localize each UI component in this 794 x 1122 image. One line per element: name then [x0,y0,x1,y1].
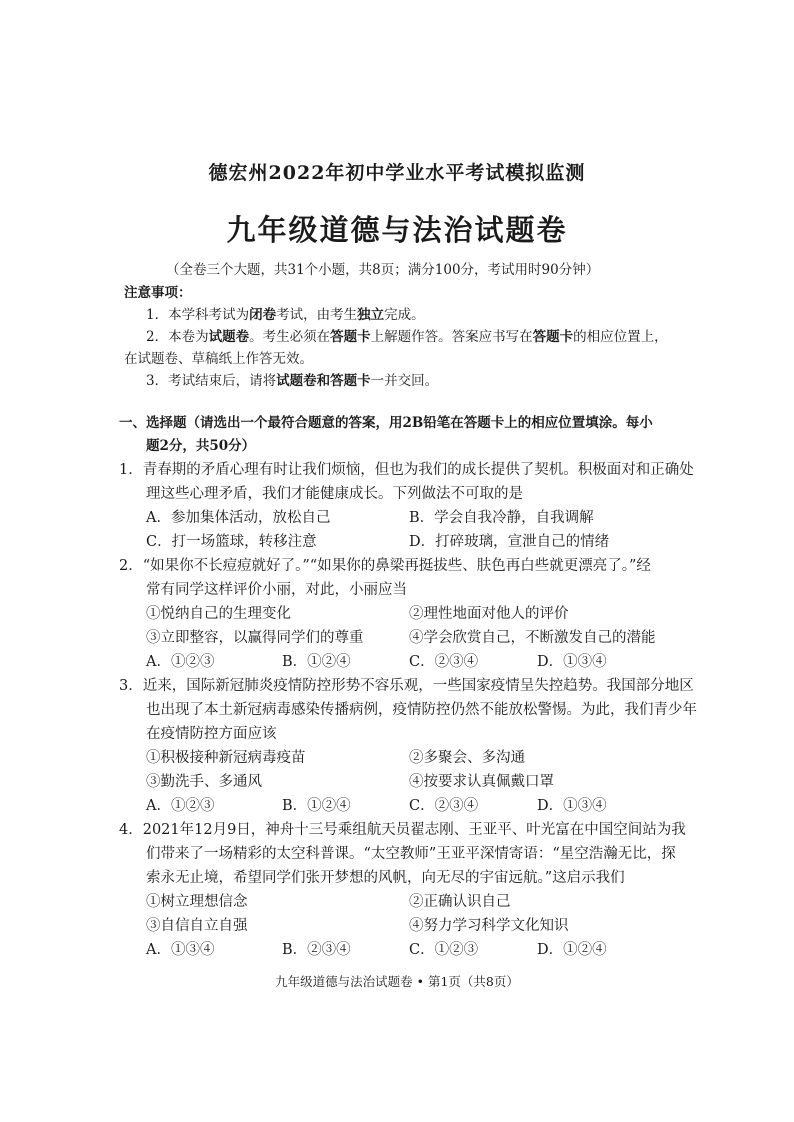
note-3-emph: 试题卷和答题卡 [276,373,371,389]
note-1-emph-independent: 独立 [357,307,385,323]
question-2-option-a: A．①②③ [146,654,215,670]
exam-info: （全卷三个大题，共31个小题，共8页；满分100分，考试用时90分钟） [166,262,600,278]
question-1-line-1: 1．青春期的矛盾心理有时让我们烦恼，但也为我们的成长提供了契机。积极面对和正确处 [119,462,694,478]
notes-heading: 注意事项： [124,285,192,301]
question-2-option-c: C．②③④ [409,654,479,670]
note-1 [146,303,425,323]
question-4-line-2: 们带来了一场精彩的太空科普课。“太空教师”王亚平深情寄语：“星空浩瀚无比，探 [146,846,676,862]
question-3-option-c: C．②③④ [409,798,479,814]
note-3-text-c: 一并交回。 [370,373,439,389]
question-4-statement-2: ②正确认识自己 [409,894,511,910]
note-3 [146,369,438,389]
note-2-text-c: 。考生必须在 [249,329,331,345]
section-1-heading-cont: 题2分，共50分） [146,438,256,454]
note-1-emph-closed: 闭卷 [249,307,277,323]
note-2-text-g: 的相应位置上， [573,329,668,345]
question-2-statement-3: ③立即整容，以赢得同学们的尊重 [146,630,364,646]
question-4-line-3: 索永无止境，希望同学们张开梦想的风帆，向无尽的宇宙远航。”这启示我们 [146,870,625,886]
question-2-line-2: 常有同学这样评价小丽，对此，小丽应当 [146,582,407,598]
note-2-cont: 在试题卷、草稿纸上作答无效。 [124,351,313,367]
question-3-line-1: 3．近来，国际新冠肺炎疫情防控形势不容乐观，一些国家疫情呈失控趋势。我国部分地区 [119,678,694,694]
question-4-option-a: A．①③④ [146,942,215,958]
question-1-option-a: A．参加集体活动，放松自己 [146,510,331,526]
note-2-text-a: 2．本卷为 [146,329,209,345]
exam-main-title: 德宏州2022年初中学业水平考试模拟监测 [208,162,586,184]
note-1-text-a: 1．本学科考试为 [146,307,250,323]
question-1-option-b: B．学会自我冷静，自我调解 [409,510,594,526]
note-1-text-c: 考试，由考生 [276,307,358,323]
question-2-line-1: 2．“如果你不长痘痘就好了。”“如果你的鼻梁再挺拔些、肤色再白些就更漂亮了。”经 [119,558,651,574]
question-2-option-d: D．①③④ [537,654,607,670]
note-2-text-e: 上解题作答。答案应书写在 [370,329,533,345]
note-2-emph-card2: 答题卡 [532,329,574,345]
question-4-statement-1: ①树立理想信念 [146,894,248,910]
question-3-option-b: B．①②④ [282,798,351,814]
question-4-option-b: B．②③④ [282,942,351,958]
question-4-statement-3: ③自信自立自强 [146,918,248,934]
question-2-option-b: B．①②④ [282,654,351,670]
question-2-statement-2: ②理性地面对他人的评价 [409,606,569,622]
exam-paper-title: 九年级道德与法治试题卷 [226,213,568,247]
question-4-option-d: D．①②④ [537,942,607,958]
question-3-statement-2: ②多聚会、多沟通 [409,750,525,766]
question-2-statement-1: ①悦纳自己的生理变化 [146,606,291,622]
question-4-option-c: C．①②③ [409,942,479,958]
note-2-emph-paper: 试题卷 [208,329,250,345]
question-2-statement-4: ④学会欣赏自己，不断激发自己的潜能 [409,630,656,646]
question-3-line-2: 也出现了本土新冠病毒感染传播病例，疫情防控仍然不能放松警惕。为此，我们青少年 [146,702,697,718]
page-footer: 九年级道德与法治试题卷 • 第1页（共8页） [275,974,519,989]
note-3-text-a: 3．考试结束后，请将 [146,373,277,389]
question-4-line-1: 4．2021年12月9日，神舟十三号乘组航天员翟志刚、王亚平、叶光富在中国空间站为我 [119,822,686,838]
question-3-statement-4: ④按要求认真佩戴口罩 [409,774,554,790]
question-3-option-a: A．①②③ [146,798,215,814]
question-3-line-3: 在疫情防控方面应该 [146,726,277,742]
question-3-statement-3: ③勤洗手、多通风 [146,774,262,790]
question-4-statement-4: ④努力学习科学文化知识 [409,918,569,934]
question-3-option-d: D．①③④ [537,798,607,814]
note-2 [146,325,668,345]
note-2-emph-card1: 答题卡 [330,329,371,345]
section-1-heading: 一、选择题（请选出一个最符合题意的答案，用2B铅笔在答题卡上的相应位置填涂。每小 [119,415,653,431]
question-1-line-2: 理这些心理矛盾，我们才能健康成长。下列做法不可取的是 [146,486,523,502]
question-3-statement-1: ①积极接种新冠病毒疫苗 [146,750,306,766]
question-1-option-d: D．打碎玻璃，宣泄自己的情绪 [409,534,610,550]
question-1-option-c: C．打一场篮球，转移注意 [146,534,317,550]
note-1-text-e: 完成。 [384,307,425,323]
